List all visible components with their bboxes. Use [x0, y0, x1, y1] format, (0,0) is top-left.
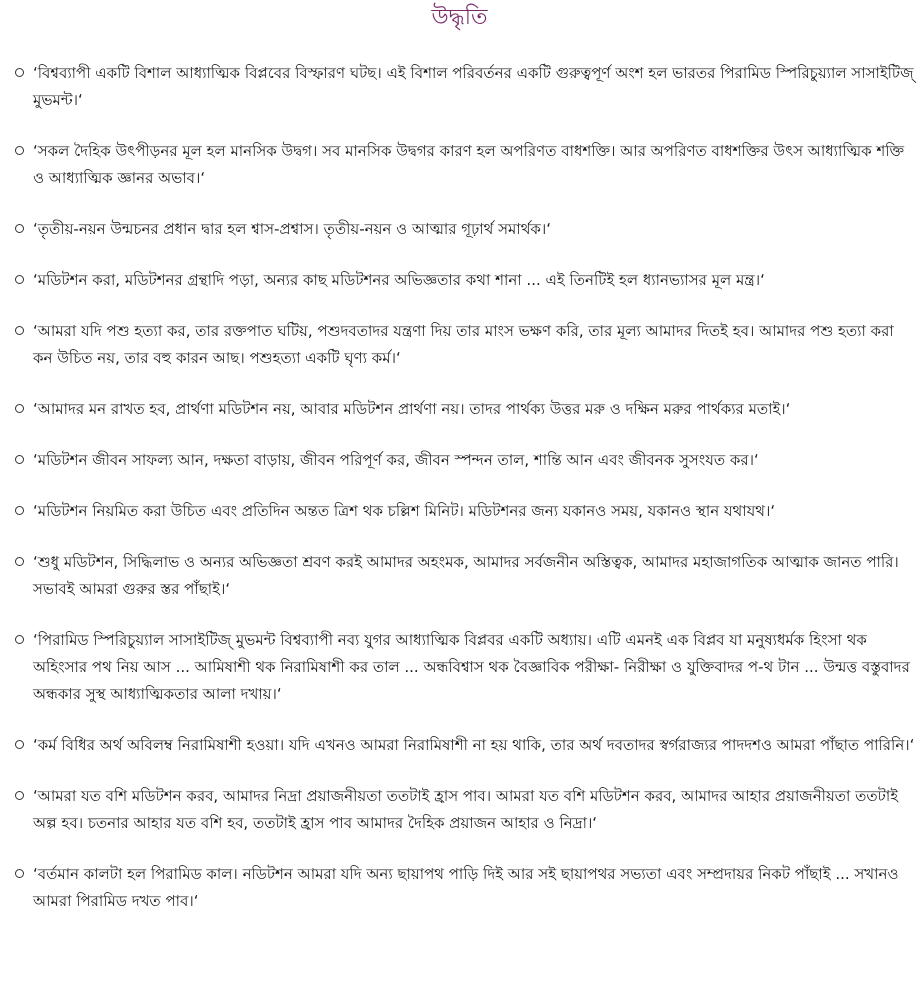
- bullet-circle-icon: [15, 869, 24, 878]
- list-item: [15, 138, 915, 192]
- bullet-circle-icon: [15, 326, 24, 335]
- quote-text: ‘আমাদর মন রাখত হব, প্রার্থণা মডিটশন নয়, আবার মডিটশন প্রার্থণা নয়। তাদর পার্থক্য উত্তর মরু ও দক্ষিন মরুর পার্থক্যর মতাই।‘: [33, 400, 791, 418]
- list-item: [15, 396, 915, 423]
- page-title: উদ্ধৃতি: [431, 5, 488, 30]
- quote-text: ‘পিরামিড স্পিরিচুয়্যাল সাসাইটিজ্ মুভমন্ট বিশ্বব্যাপী নব্য যুগর আধ্যাত্মিক বিপ্লবর একটি অধ্যায়। এটি এমনই এক বিপ্লব যা মনুষ্যধর্মক হিংসা থক অহিংসার পথ নিয় আস ... আমিষাশী থক নিরামিষাশী কর তাল ... অন্ধবিশ্বাস থক বৈজ্ঞাবিক পরীক্ষা- নিরীক্ষা ও যুক্তিবাদর প-থ টান ... উন্মত্ত বস্তুবাদর অন্ধকার সুস্থ আধ্যাত্মিকতার আলা দখায়।‘: [33, 631, 910, 703]
- quote-text: ‘মডিটশন নিয়মিত করা উচিত এবং প্রতিদিন অন্তত ত্রিশ থক চল্লিশ মিনিট। মডিটশনর জন্য যকানও সময়, যকানও স্থান যথাযথ।‘: [33, 502, 776, 520]
- list-item: [15, 498, 915, 525]
- quote-text: ‘বিশ্বব্যাপী একটি বিশাল আধ্যাত্মিক বিপ্লবের বিস্ফারণ ঘটছ। এই বিশাল পরিবর্তনর একটি গুরুত্বপূর্ণ অংশ হল ভারতর পিরামিড স্পিরিচুয়্যাল সাসাইটিজ্ মুভমন্ট।‘: [33, 64, 914, 109]
- quote-text: ‘শুধু মডিটশন, সিদ্ধিলাভ ও অন্যর অভিজ্ঞতা শ্রবণ করই আমাদর অহংমক, আমাদর সর্বজনীন অস্তিত্বক, আমাদর মহাজাগতিক আত্মাক জানত পারি। সভাবই আমরা গুরুর স্তর পাঁছাই।‘: [33, 553, 899, 598]
- quote-text: ‘বর্তমান কালটা হল পিরামিড কাল। নডিটশন আমরা যদি অন্য ছায়াপথ পাড়ি দিই আর সই ছায়াপথর সভ্যতা এবং সম্প্রদায়র নিকট পাঁছাই ... সখানও আমরা পিরামিড দখত পাব।‘: [33, 865, 899, 910]
- list-item: [15, 318, 915, 372]
- list-item: [15, 267, 915, 294]
- list-item: [15, 732, 915, 759]
- quote-text: ‘তৃতীয়-নয়ন উন্মচনর প্রধান দ্বার হল শ্বাস-প্রশ্বাস। তৃতীয়-নয়ন ও আত্মার গূঢ়ার্থ সমার্থক।‘: [33, 220, 552, 238]
- list-item: [15, 447, 915, 474]
- quote-text: ‘আমরা যদি পশু হত্যা কর, তার রক্তপাত ঘটিয়, পশুদবতাদর যন্ত্রণা দিয় তার মাংস ভক্ষণ করি, তার মূল্য আমাদর দিতই হব। আমাদর পশু হত্যা করা কন উচিত নয়, তার বহু কারন আছ। পশুহত্যা একটি ঘৃণ্য কর্ম।‘: [33, 322, 894, 367]
- bullet-circle-icon: [15, 506, 24, 515]
- bullet-circle-icon: [15, 635, 24, 644]
- bullet-circle-icon: [15, 275, 24, 284]
- bullet-circle-icon: [15, 791, 24, 800]
- list-item: [15, 549, 915, 603]
- bullet-circle-icon: [15, 68, 24, 77]
- list-item: [15, 627, 915, 708]
- list-item: [15, 783, 915, 837]
- quote-text: ‘সকল দৈহিক উৎপীড়নর মূল হল মানসিক উদ্বগ। সব মানসিক উদ্বগর কারণ হল অপরিণত বাধশক্তি। আর অপরিণত বাধশক্তির উৎস আধ্যাত্মিক শক্তি ও আধ্যাত্মিক জ্ঞানর অভাব।‘: [33, 142, 905, 187]
- bullet-circle-icon: [15, 557, 24, 566]
- quote-list: [15, 60, 915, 939]
- quote-text: ‘আমরা যত বশি মডিটশন করব, আমাদর নিদ্রা প্রয়াজনীয়তা ততটাই হ্রাস পাব। আমরা যত বশি মডিটশন করব, আমাদর আহার প্রয়াজনীয়তা ততটাই অল্প হব। চতনার আহার যত বশি হব, ততটাই হ্রাস পাব আমাদর দৈহিক প্রয়াজন আহার ও নিদ্রা।‘: [33, 787, 898, 832]
- list-item: [15, 216, 915, 243]
- bullet-circle-icon: [15, 224, 24, 233]
- quote-text: ‘কর্ম বিধির অর্থ অবিলম্ব নিরামিষাশী হওয়া। যদি এখনও আমরা নিরামিষাশী না হয় থাকি, তার অর্থ দবতাদর স্বর্গরাজ্যর পাদদশও আমরা পাঁছাত পারিনি।‘: [33, 736, 915, 754]
- bullet-circle-icon: [15, 146, 24, 155]
- list-item: [15, 861, 915, 915]
- list-item: [15, 60, 915, 114]
- bullet-circle-icon: [15, 404, 24, 413]
- bullet-circle-icon: [15, 455, 24, 464]
- bullet-circle-icon: [15, 740, 24, 749]
- quote-text: ‘মডিটশন জীবন সাফল্য আন, দক্ষতা বাড়ায়, জীবন পরিপূর্ণ কর, জীবন স্পন্দন তাল, শান্তি আন এবং জীবনক সুসংযত কর।‘: [33, 451, 759, 469]
- quote-text: ‘মডিটশন করা, মডিটশনর গ্রন্থাদি পড়া, অন্যর কাছ মডিটশনর অভিজ্ঞতার কথা শানা ... এই তিনটিই হল ধ্যানভ্যাসর মূল মন্ত্র।‘: [33, 271, 765, 289]
